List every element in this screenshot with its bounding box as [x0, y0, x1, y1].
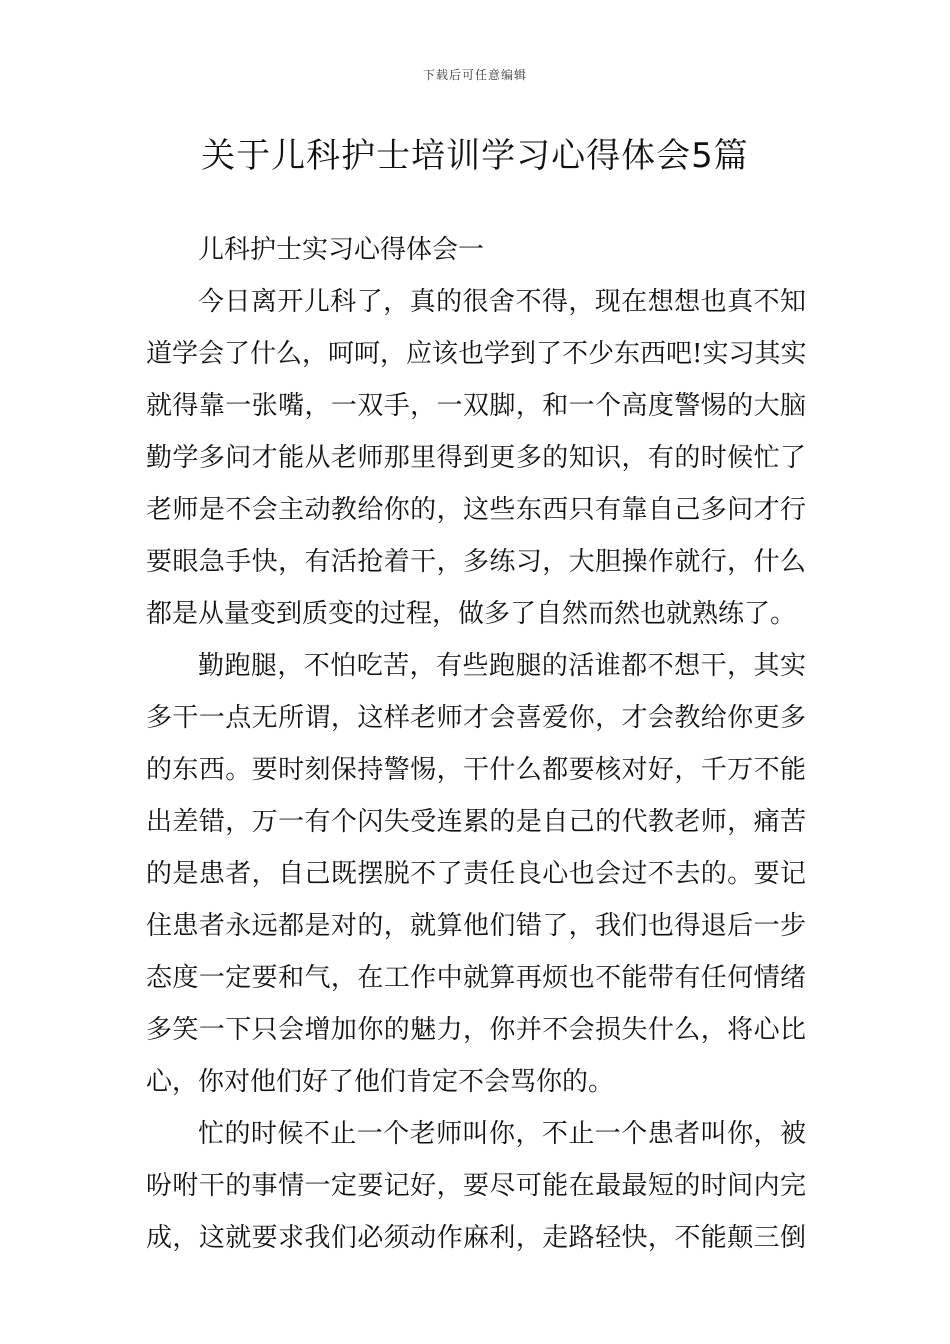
paragraph-line: 心，你对他们好了他们肯定不会骂你的。: [146, 1067, 615, 1097]
paragraph-line: 就得靠一张嘴，一双手，一双脚，和一个高度警惕的大脑: [146, 391, 806, 421]
header-note: 下载后可任意编辑: [422, 68, 527, 82]
paragraph-line: 出差错，万一有个闪失受连累的是自己的代教老师，痛苦: [146, 807, 806, 837]
paragraph-line: 多干一点无所谓，这样老师才会喜爱你，才会教给你更多: [146, 703, 806, 733]
paragraph-line: 都是从量变到质变的过程，做多了自然而然也就熟练了。: [146, 599, 797, 629]
paragraph-line: 老师是不会主动教给你的，这些东西只有靠自己多问才行: [146, 495, 806, 525]
document-body: [146, 224, 806, 1264]
paragraph-line: 要眼急手快，有活抢着干，多练习，大胆操作就行，什么: [146, 547, 806, 577]
paragraph-line: 吩咐干的事情一定要记好，要尽可能在最最短的时间内完: [146, 1171, 806, 1201]
paragraph-line: 住患者永远都是对的，就算他们错了，我们也得退后一步: [146, 911, 806, 941]
subheading: 儿科护士实习心得体会一: [198, 235, 485, 265]
paragraph-line: 道学会了什么，呵呵，应该也学到了不少东西吧!实习其实: [146, 339, 806, 369]
paragraph-line: 今日离开儿科了，真的很舍不得，现在想想也真不知: [198, 287, 806, 317]
paragraph-line: 勤跑腿，不怕吃苦，有些跑腿的活谁都不想干，其实: [198, 651, 806, 681]
paragraph-line: 多笑一下只会增加你的魅力，你并不会损失什么，将心比: [146, 1015, 806, 1045]
paragraph-line: 的东西。要时刻保持警惕，干什么都要核对好，千万不能: [146, 755, 806, 785]
paragraph-line: 成，这就要求我们必须动作麻利，走路轻快，不能颠三倒: [146, 1223, 806, 1253]
document-title: 关于儿科护士培训学习心得体会5篇: [201, 136, 749, 176]
paragraph-line: 态度一定要和气，在工作中就算再烦也不能带有任何情绪: [146, 963, 806, 993]
paragraph-line: 的是患者，自己既摆脱不了责任良心也会过不去的。要记: [146, 859, 806, 889]
paragraph-line: 勤学多问才能从老师那里得到更多的知识，有的时候忙了: [146, 443, 806, 473]
paragraph-line: 忙的时候不止一个老师叫你，不止一个患者叫你，被: [198, 1119, 806, 1149]
